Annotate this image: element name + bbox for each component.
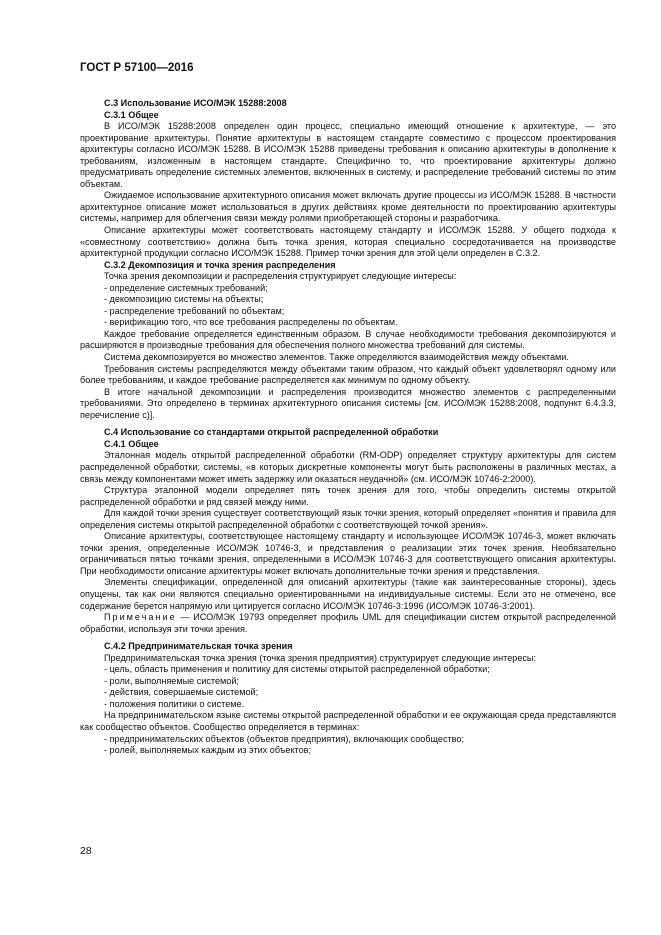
page-content (80, 90, 616, 757)
paragraph: Описание архитектуры может соответствовать настоящему стандарту и ИСО/МЭК 15288. У общего подхода к «совместному соответствию» должна быть точка зрения, которая специально сосредотачивается на производстве архитектурной продукции согласно ИСО/МЭК 15288. Пример точки зрения для этой цели определен в С.3.2. (80, 225, 616, 259)
section-c42-title: С.4.2 Предпринимательская точка зрения (104, 641, 293, 652)
page-number: 28 (80, 845, 92, 857)
section-c4-title: С.4 Использование со стандартами открытой распределенной обработки (104, 427, 439, 438)
paragraph: Требования системы распределяются между объектами таким образом, что каждый объект удовлетворял одному или более требованиям, и каждое требование распределяется как минимум по одному объекту. (80, 363, 616, 386)
list-item: - распределение требований по объектам; (104, 305, 285, 316)
section-c32-title: С.3.2 Декомпозиция и точка зрения распределения (104, 259, 336, 270)
paragraph: Описание архитектуры, соответствующее настоящему стандарту и использующее ИСО/МЭК 10746-3, может включать точки зрения, определенные ИСО/МЭК 10746-3, и представления о реализации этих точек зрения. Необязательно ограничиваться пятью точками зрения, определенными в ИСО/МЭК 10746-3 для соответствующего описания архитектуры. При необходимости описание архитектуры может включать дополнительные точки зрения и представления. (80, 531, 616, 576)
list-item: - декомпозицию системы на объекты; (104, 294, 264, 305)
paragraph: Для каждой точки зрения существует соответствующий язык точки зрения, который определяет «понятия и правила для определения системы открытой распределенной обработки с соответствующей точкой зрения». (80, 508, 616, 530)
list-item: - действия, совершаемые системой; (104, 687, 259, 698)
paragraph: Структура эталонной модели определяет пять точек зрения для того, чтобы определить системы открытой распределенной обработки и ряд связей между ними. (80, 485, 616, 507)
note (80, 612, 616, 635)
paragraph: Элементы спецификации, определенной для описаний архитектуры (такие как заинтересованные стороны), здесь опущены, так как они являются специально ориентированными на индивидуальные системы. Если это не отмечено, все содержание берется напрямую или цитируется согласно ИСО/МЭК 10746-3:1996 (ИСО/МЭК 10746-3:2001). (80, 577, 616, 611)
community-list (80, 734, 616, 757)
note-text: — ИСО/МЭК 19793 определяет профиль UML для спецификации систем открытой распределенной обработки, используя эти точки зрения. (80, 612, 616, 634)
paragraph: Точка зрения декомпозиции и распределения структурирует следующие интересы: (104, 271, 457, 282)
list-item: - определение системных требований; (104, 282, 268, 293)
paragraph: Предпринимательская точка зрения (точка зрения предприятия) структурирует следующие интересы: (104, 652, 536, 663)
list-item: - ролей, выполняемых каждым из этих объектов; (104, 745, 312, 756)
paragraph: Ожидаемое использование архитектурного описания может включать другие процессы из ИСО/МЭК 15288. В частности архитектурное описание может использоваться в других действиях кроме деятельности по проектированию архитектуры системы, например для облегчения связи между ролями приобретающей стороны и разработчика. (80, 190, 616, 224)
paragraph: Эталонная модель открытой распределенной обработки (RM-ODP) определяет структуру архитектуры для систем распределенной обработки; системы, «в которых дискретные компоненты могут быть расположены в различных местах, а связь между компонентами может иметь задержку или оказаться неудачной» (см. ИСО/МЭК 10746-2:2000). (80, 450, 616, 484)
interest-list (80, 283, 616, 329)
list-item: - роли, выполняемые системой; (104, 675, 239, 686)
interest-list (80, 664, 616, 710)
list-item: - предпринимательских объектов (объектов предприятия), включающих сообщество; (104, 733, 464, 744)
section-c41-title: С.4.1 Общее (104, 438, 159, 449)
paragraph: Каждое требование определяется единственным образом. В случае необходимости требования декомпозируются и расширяются в производные требования для обеспечения полного множества требований для системы. (80, 328, 616, 351)
list-item: - цель, область применения и политику для системы открытой распределенной обработки; (104, 664, 490, 675)
list-item: - положения политики о системе. (104, 698, 245, 709)
paragraph: На предпринимательском языке системы открытой распределенной обработки и ее окружающая среда представляются как сообщество объектов. Сообщество определяется в терминах: (80, 710, 616, 732)
paragraph: Система декомпозируется во множество элементов. Также определяются взаимодействия между объектами. (104, 352, 569, 363)
list-item: - верификацию того, что все требования распределены по объектам. (104, 317, 398, 328)
section-c31-title: С.3.1 Общее (104, 109, 159, 120)
standard-header: ГОСТ Р 57100—2016 (80, 62, 194, 74)
note-label: Примечание (104, 612, 177, 623)
section-c3-title: С.3 Использование ИСО/МЭК 15288:2008 (104, 98, 287, 108)
paragraph: В ИСО/МЭК 15288:2008 определен один процесс, специально имеющий отношение к архитектуре, — это проектирование архитектуры. Понятие архитектуры в настоящем стандарте совместимо с процессом проектирования архитектуры согласно ИСО/МЭК 15288. В ИСО/МЭК 15288 приведены требования к описанию архитектуры в дополнение к требованиям, изложенным в настоящем стандарте. Специфично то, что проектирование архитектуры должно предусматривать определение системных элементов, включенных в систему, и распределение требований системы по этим объектам. (80, 121, 616, 189)
paragraph: В итоге начальной декомпозиции и распределения производится множество элементов с распределенными требованиями. Это определено в терминах архитектурного описания системы [см. ИСО/МЭК 15288:2008, подпункт 6.4.3.3, перечисление с)]. (80, 386, 616, 420)
